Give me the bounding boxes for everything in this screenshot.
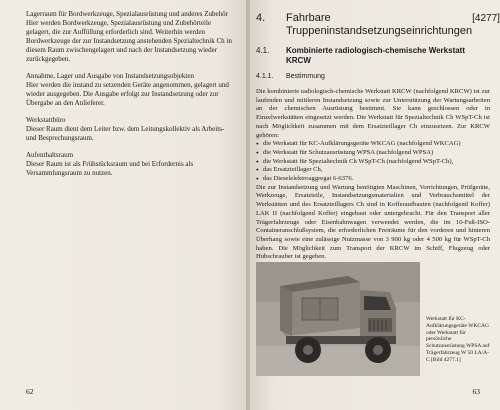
paragraph [26, 151, 234, 178]
section-title: Kombinierte radiologisch-chemische Werkstatt KRCW [286, 46, 466, 65]
paragraph-heading: Annahme, Lager und Ausgabe von Instandsetzungsobjekten [26, 72, 194, 80]
intro-paragraph: Die kombinierte radiologisch-chemische Werkstatt KRCW (nachfolgend KRCW) ist zur laufenden und mittleren Instandsetzung sowie zur Unterstützung der Wartungsarbeiten an der chemischen Ausrüstung bestimmt. Sie kann geschlossen oder in Einzelwerkstätten eingesetzt werden. Die Werkstatt für Spezialtechnik Ch WSpT-Ch ist nach Möglichkeit zusammen mit dem Ersatzteillager Ch einzusetzen. Zur KRCW gehören: [256, 88, 490, 139]
list-item: ● die Werkstatt für Spezialtechnik Ch WSpT-Ch (nachfolgend WSpT-Ch), [256, 158, 490, 167]
list-item: ● die Werkstatt für KC-Aufklärungsgeräte WKCAG (nachfolgend WKCAG) [256, 140, 490, 149]
truck-photo [256, 262, 420, 376]
chapter-reference: [4277] [472, 13, 500, 24]
section-heading [256, 46, 490, 66]
chapter-title: Fahrbare Truppeninstandsetzungseinrichtungen [286, 12, 473, 37]
subsection-number: 4.1.1. [256, 73, 274, 80]
subsection-heading [256, 72, 490, 81]
left-page [0, 0, 246, 410]
right-page-text [256, 12, 500, 262]
left-page-text [26, 10, 234, 186]
paragraph-text: Lagerraum für Bordwerkzeuge, Spezialausrüstung und anderes Zubehör Hier werden Bordwerkzeuge, Spezialausrüstung und Zubehörteile gelagert, die zur Auffüllung erforderlich sind. Weiterhin werden Bordwerkzeuge der zur Instandsetzung anstehenden Spezialtechnik Ch in diesem Raum zwischengelagert und nach der Instandsetzung wieder zurückgegeben. [26, 10, 232, 63]
paragraph-text: Hier werden die instand zu setzenden Geräte angenommen, gelagert und wieder ausgegeben. Die Ausgabe erfolgt zur Instandsetzung oder zur Übergabe an den Anlieferer. [26, 81, 229, 107]
component-list [256, 140, 490, 184]
right-page [250, 0, 500, 410]
paragraph [26, 10, 234, 64]
page-number: 62 [26, 387, 34, 396]
paragraph-heading: Werkstattbüro [26, 116, 66, 124]
list-item: ● das Ersatzteillager Ch, [256, 166, 490, 175]
section-number: 4.1. [256, 46, 270, 55]
page-number: 63 [472, 387, 480, 396]
chapter-number: 4. [256, 12, 266, 24]
paragraph-text: Dieser Raum dient dem Leiter bzw. dem Leitungskollektiv als Arbeits- und Besprechungsraum. [26, 125, 225, 142]
paragraph [26, 116, 234, 143]
figure-caption: Werkstatt für KC-Aufklärungsgeräte WKCAG oder Werkstatt für persönliche Schutzausrüstung WPSA auf Trägerfahrzeug W 50 LA/A-C [Bild 4277.1] [426, 316, 490, 363]
subsection-title: Bestimmung [286, 73, 325, 80]
chapter-heading [256, 12, 500, 38]
list-item: ● das Dieselelektroaggregat 6-6376. [256, 175, 490, 184]
paragraph-heading: Aufenthaltsraum [26, 151, 74, 159]
truck-figure [256, 262, 490, 376]
paragraph [26, 72, 234, 108]
paragraph-text: Dieser Raum ist als Frühstücksraum und bei Erfordernis als Versammlungsraum zu nutzen. [26, 160, 194, 177]
body-paragraph: Die zur Instandsetzung und Wartung benötigten Maschinen, Vorrichtungen, Prüfgeräte, Werkzeuge, Ersatzteile, Instandsetzungsmaterialien und Verbrauchsmittel der Werkstätten und des Ersatzteillagers Ch sind in Kofferaufbauten (nachfolgend Koffer) LAK II (nachfolgend Koffer) eingebaut oder untergebracht. Für den Transport aller Trägerfahrzeuge oder Eisenbahnwagen verwendet werden, die im 10-Fuß-ISO-Containeranschlußsystem, die erforderlichen Freiräume für den vorderen und hinteren Überhang sowie eine zulässige Nutzmasse von 3 900 kg oder 4 500 kg für WSpT-Ch haben. Die Möglichkeit zum Transport der KRCW im Schiff, Flugzeug oder Hubschrauber ist gegeben. [256, 183, 490, 261]
list-item: ● die Werkstatt für Schutzausrüstung WPSA (nachfolgend WPSA) [256, 149, 490, 158]
